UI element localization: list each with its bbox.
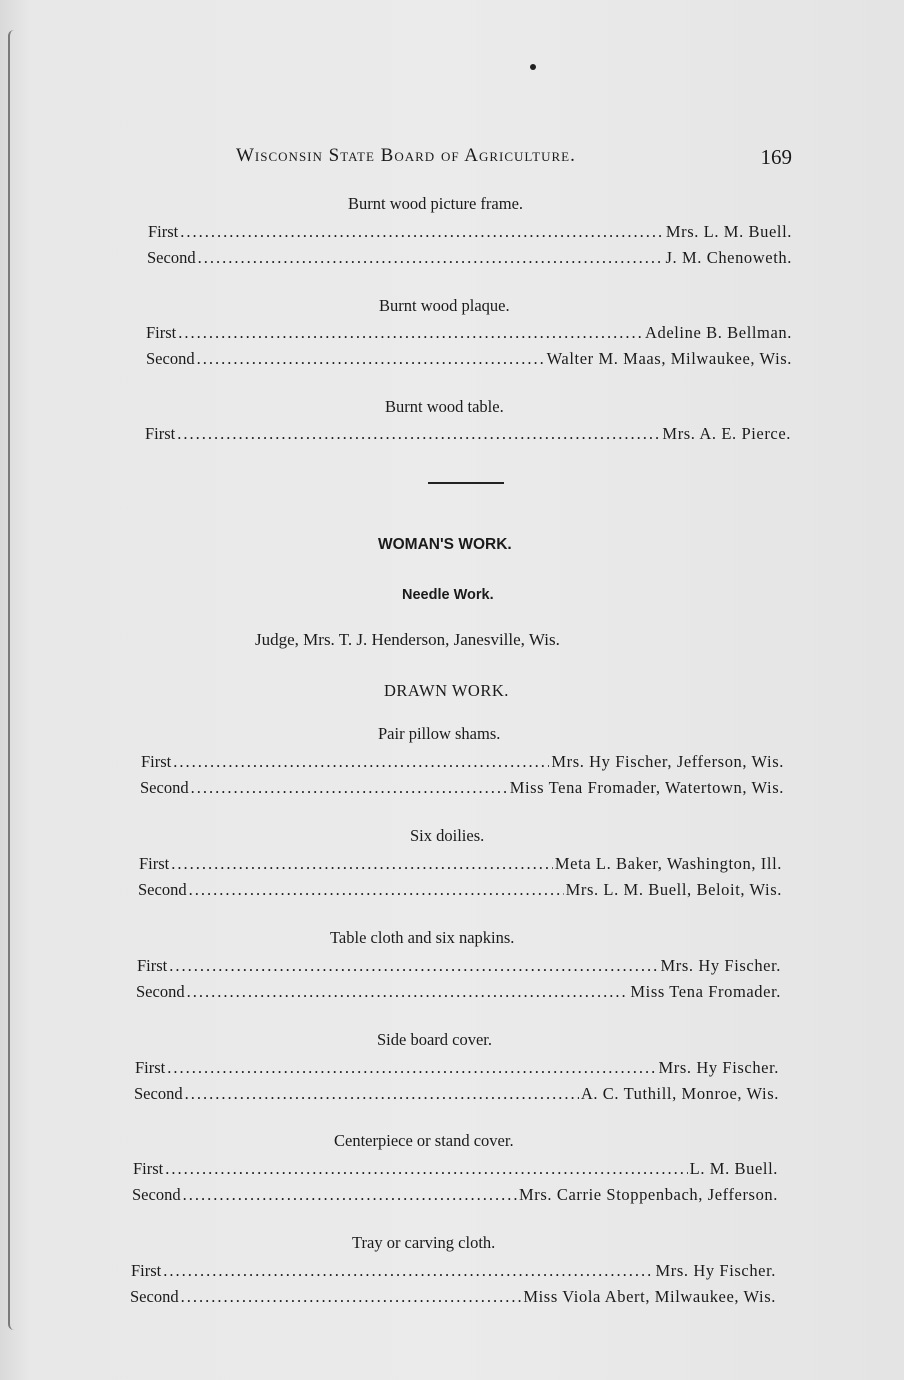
group-title: Burnt wood plaque. [379,296,510,315]
group-title: Six doilies. [410,826,485,845]
award-entry [147,248,792,268]
award-place: First [137,956,168,975]
ink-dot [530,64,536,70]
dot-leader [171,854,553,874]
award-place: Second [130,1287,179,1306]
award-entry [132,1185,778,1205]
dot-leader [165,1159,687,1179]
dot-leader [185,1084,579,1104]
award-winner: L. M. Buell. [689,1159,778,1178]
award-place: First [135,1058,166,1077]
award-place: First [146,323,177,342]
award-entry [140,778,784,798]
award-entry [146,323,792,343]
award-entry [137,956,781,976]
award-winner: Adeline B. Bellman. [644,323,792,342]
group-title: Centerpiece or stand cover. [334,1131,514,1150]
award-winner: Miss Viola Abert, Milwaukee, Wis. [523,1287,776,1306]
award-entry [136,982,781,1002]
award-entry [145,424,791,444]
award-place: First [145,424,176,443]
award-place: Second [138,880,187,899]
section-divider [428,482,504,484]
page-number: 169 [760,145,792,169]
dot-leader [198,248,664,268]
award-entry [131,1261,776,1281]
award-winner: Mrs. Hy Fischer. [660,956,781,975]
award-entry [138,880,782,900]
award-entry [139,854,782,874]
award-entry [133,1159,778,1179]
award-place: First [148,222,179,241]
award-place: First [141,752,172,771]
award-entry [134,1084,779,1104]
award-winner: Mrs. Hy Fischer, Jefferson, Wis. [551,752,784,771]
dot-leader [173,752,549,772]
dot-leader [178,323,643,343]
award-entry [141,752,784,772]
award-entry [146,349,792,369]
award-place: Second [136,982,185,1001]
dot-leader [187,982,629,1002]
award-winner: Walter M. Maas, Milwaukee, Wis. [546,349,792,368]
award-entry [130,1287,776,1307]
dot-leader [177,424,660,444]
award-winner: Mrs. A. E. Pierce. [662,424,791,443]
group-title: Tray or carving cloth. [352,1233,496,1252]
dot-leader [189,880,564,900]
award-winner: Mrs. L. M. Buell, Beloit, Wis. [565,880,782,899]
dot-leader [163,1261,653,1281]
award-place: First [139,854,170,873]
award-place: Second [132,1185,181,1204]
award-winner: Meta L. Baker, Washington, Ill. [554,854,782,873]
judge-line: Judge, Mrs. T. J. Henderson, Janesville, Wis. [255,630,560,649]
award-winner: Mrs. Carrie Stoppenbach, Jefferson. [519,1185,778,1204]
dot-leader [191,778,508,798]
award-winner: Miss Tena Fromader, Watertown, Wis. [509,778,784,797]
dot-leader [180,222,664,242]
award-winner: Miss Tena Fromader. [630,982,781,1001]
page-header [236,145,792,177]
dot-leader [197,349,545,369]
award-winner: Mrs. Hy Fischer. [658,1058,779,1077]
award-place: First [131,1261,162,1280]
dot-leader [169,956,658,976]
section-heading: WOMAN'S WORK. [378,536,512,553]
award-place: First [133,1159,164,1178]
dot-leader [183,1185,517,1205]
group-title: Side board cover. [377,1030,493,1049]
group-title: Table cloth and six napkins. [330,928,515,947]
group-title: Burnt wood table. [385,397,504,416]
award-place: Second [134,1084,183,1103]
award-entry [148,222,792,242]
award-place: Second [146,349,195,368]
award-winner: A. C. Tuthill, Monroe, Wis. [580,1084,779,1103]
running-title: Wisconsin State Board of Agriculture. [236,145,576,166]
award-winner: J. M. Chenoweth. [665,248,792,267]
award-winner: Mrs. L. M. Buell. [665,222,792,241]
group-title: Burnt wood picture frame. [348,194,524,213]
award-winner: Mrs. Hy Fischer. [655,1261,776,1280]
group-title: Pair pillow shams. [378,724,501,743]
category-heading: DRAWN WORK. [384,681,509,700]
binding-edge [8,30,20,1330]
section-subheading: Needle Work. [402,587,494,603]
award-place: Second [147,248,196,267]
award-place: Second [140,778,189,797]
dot-leader [181,1287,522,1307]
award-entry [135,1058,779,1078]
dot-leader [167,1058,656,1078]
